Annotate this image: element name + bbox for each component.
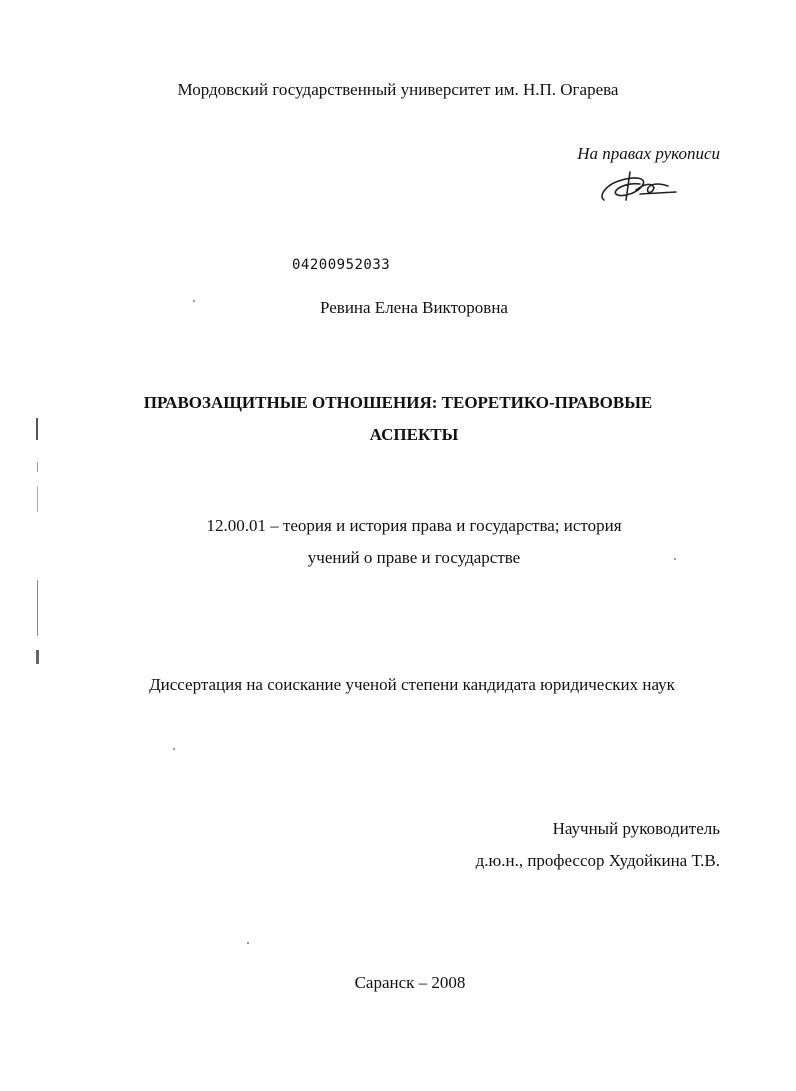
signature-icon: [596, 168, 680, 208]
degree-statement: Диссертация на соискание ученой степени кандидата юридических наук: [149, 675, 675, 694]
scan-artifact: [36, 418, 38, 440]
advisor-name: д.ю.н., профессор Худойкина Т.В.: [475, 851, 720, 870]
dissertation-title-line1: ПРАВОЗАЩИТНЫЕ ОТНОШЕНИЯ: ТЕОРЕТИКО-ПРАВОВЫЕ: [143, 393, 653, 412]
advisor-label: Научный руководитель: [552, 819, 720, 838]
specialty-line2: учений о праве и государстве: [307, 548, 521, 567]
scan-artifact: [36, 650, 39, 664]
scan-artifact: [37, 462, 38, 472]
manuscript-note: На правах рукописи: [577, 144, 720, 163]
scan-artifact: [37, 580, 38, 636]
dissertation-title-line2: АСПЕКТЫ: [369, 425, 459, 444]
specialty-line1: 12.00.01 – теория и история права и государства; история: [206, 516, 622, 535]
city-year: Саранск – 2008: [354, 973, 466, 992]
author-name: Ревина Елена Викторовна: [320, 298, 508, 317]
university-name: Мордовский государственный университет им. Н.П. Огарева: [177, 80, 619, 99]
scan-speck: [674, 558, 676, 560]
scan-speck: [173, 748, 175, 750]
scan-speck: [193, 300, 195, 302]
scan-artifact: [37, 486, 38, 512]
scan-speck: [247, 942, 249, 944]
catalog-number: 04200952033: [292, 257, 391, 273]
